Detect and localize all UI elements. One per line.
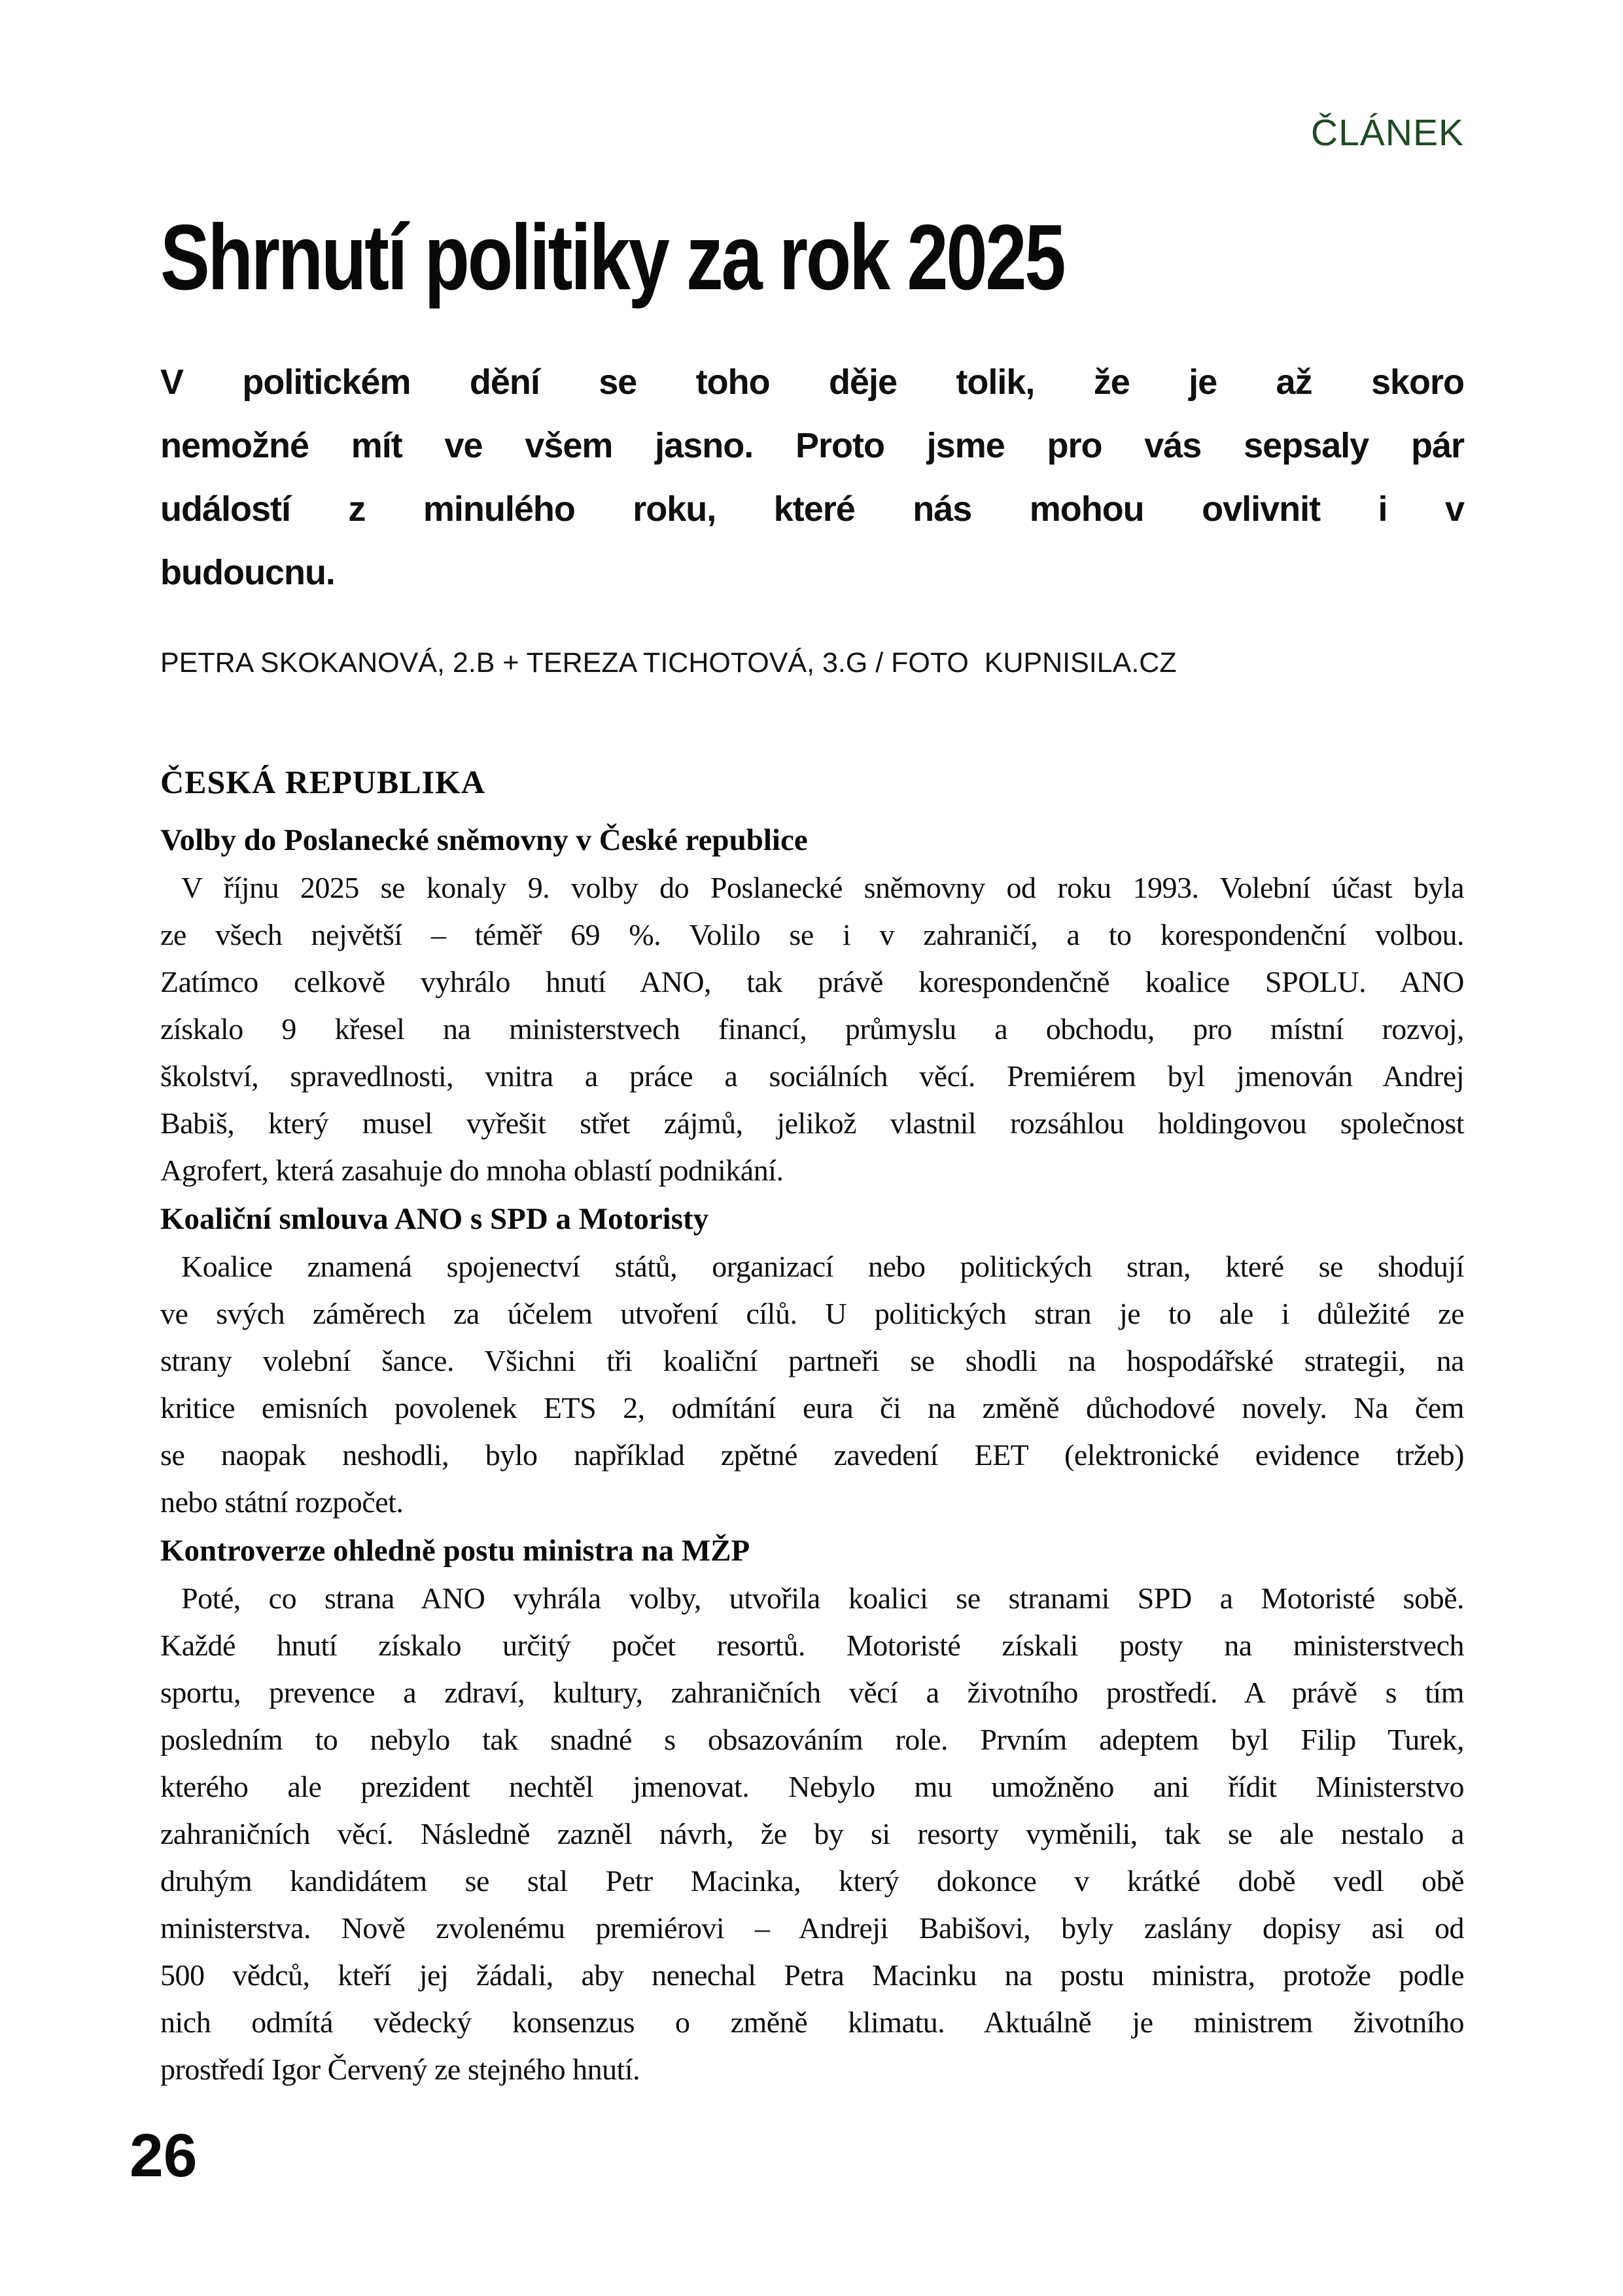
body-text-line: sportu, prevence a zdraví, kultury, zahraničních věcí a životního prostředí. A právě s tím (160, 1676, 1464, 1709)
body-text-line: V říjnu 2025 se konaly 9. volby do Poslanecké sněmovny od roku 1993. Volební účast byla (181, 871, 1464, 904)
lead-line: událostí z minulého roku, které nás mohou ovlivnit i v (160, 489, 1464, 529)
subsection-heading: Volby do Poslanecké sněmovny v České republice (160, 823, 808, 857)
body-text-line: Agrofert, která zasahuje do mnoha oblastí podnikání. (160, 1154, 784, 1187)
body-text-line: Koalice znamená spojenectví států, organizací nebo politických stran, které se shodují (181, 1250, 1464, 1283)
body-text-line: získalo 9 křesel na ministerstvech financí, průmyslu a obchodu, pro místní rozvoj, (160, 1012, 1464, 1046)
body-text-line: nich odmítá vědecký konsenzus o změně klimatu. Aktuálně je ministrem životního (160, 2005, 1464, 2039)
section-heading: ČESKÁ REPUBLIKA (160, 764, 486, 800)
page-number: 26 (130, 2121, 198, 2189)
body-text-line: zahraničních věcí. Následně zazněl návrh, že by si resorty vyměnili, tak se ale nestalo a (160, 1817, 1464, 1850)
kicker-label: ČLÁNEK (1310, 112, 1464, 154)
lead-line: V politickém dění se toho děje tolik, že je až skoro (160, 362, 1464, 402)
body-text-line: 500 vědců, kteří jej žádali, aby nenechal Petra Macinku na postu ministra, protože podle (160, 1958, 1464, 1992)
article-section-coalition (160, 1195, 1464, 1526)
body-text-line: nebo státní rozpočet. (160, 1485, 404, 1519)
subsection-heading: Kontroverze ohledně postu ministra na MŽP (160, 1534, 750, 1568)
body-text-line: posledním to nebylo tak snadné s obsazováním role. Prvním adeptem byl Filip Turek, (160, 1723, 1464, 1756)
body-text-line: Babiš, který musel vyřešit střet zájmů, jelikož vlastnil rozsáhlou holdingovou společnost (160, 1106, 1464, 1140)
article-title: Shrnutí politiky za rok 2025 (160, 205, 1064, 309)
body-text-line: Každé hnutí získalo určitý počet resortů. Motoristé získali posty na ministerstvech (160, 1629, 1464, 1662)
body-text-line: školství, spravedlnosti, vnitra a práce a sociálních věcí. Premiérem byl jmenován Andrej (160, 1059, 1464, 1093)
body-text-line: ve svých záměrech za účelem utvoření cílů. U politických stran je to ale i důležité ze (160, 1297, 1464, 1330)
body-text-line: kritice emisních povolenek ETS 2, odmítání eura či na změně důchodové novely. Na čem (160, 1391, 1464, 1424)
lead-line: budoucnu. (160, 553, 335, 592)
body-text-line: ministerstva. Nově zvolenému premiérovi – Andreji Babišovi, byly zaslány dopisy asi od (160, 1911, 1464, 1945)
lead-paragraph (160, 351, 1464, 605)
body-text-line: kterého ale prezident nechtěl jmenovat. Nebylo mu umožněno ani řídit Ministerstvo (160, 1770, 1464, 1803)
body-text-line: prostředí Igor Červený ze stejného hnutí. (160, 2053, 640, 2086)
body-text-line: se naopak neshodli, bylo například zpětné zavedení EET (elektronické evidence tržeb) (160, 1438, 1464, 1472)
body-text-line: Poté, co strana ANO vyhrála volby, utvořila koalici se stranami SPD a Motoristé sobě. (181, 1581, 1464, 1615)
article-section-elections (160, 817, 1464, 1194)
subsection-heading: Koaliční smlouva ANO s SPD a Motoristy (160, 1202, 709, 1236)
body-text-line: druhým kandidátem se stal Petr Macinka, který dokonce v krátké době vedl obě (160, 1864, 1464, 1898)
lead-line: nemožné mít ve všem jasno. Proto jsme pro vás sepsaly pár (160, 426, 1464, 465)
byline: PETRA SKOKANOVÁ, 2.B + TEREZA TICHOTOVÁ, 3.G / FOTO KUPNISILA.CZ (160, 647, 1177, 679)
body-text-line: ze všech největší – téměř 69 %. Volilo se i v zahraničí, a to korespondenční volbou. (160, 918, 1464, 951)
body-text-line: strany volební šance. Všichni tři koaliční partneři se shodli na hospodářské strategii, na (160, 1344, 1464, 1377)
body-text-line: Zatímco celkově vyhrálo hnutí ANO, tak právě korespondenčně koalice SPOLU. ANO (160, 965, 1464, 998)
article-section-controversy (160, 1527, 1464, 2093)
